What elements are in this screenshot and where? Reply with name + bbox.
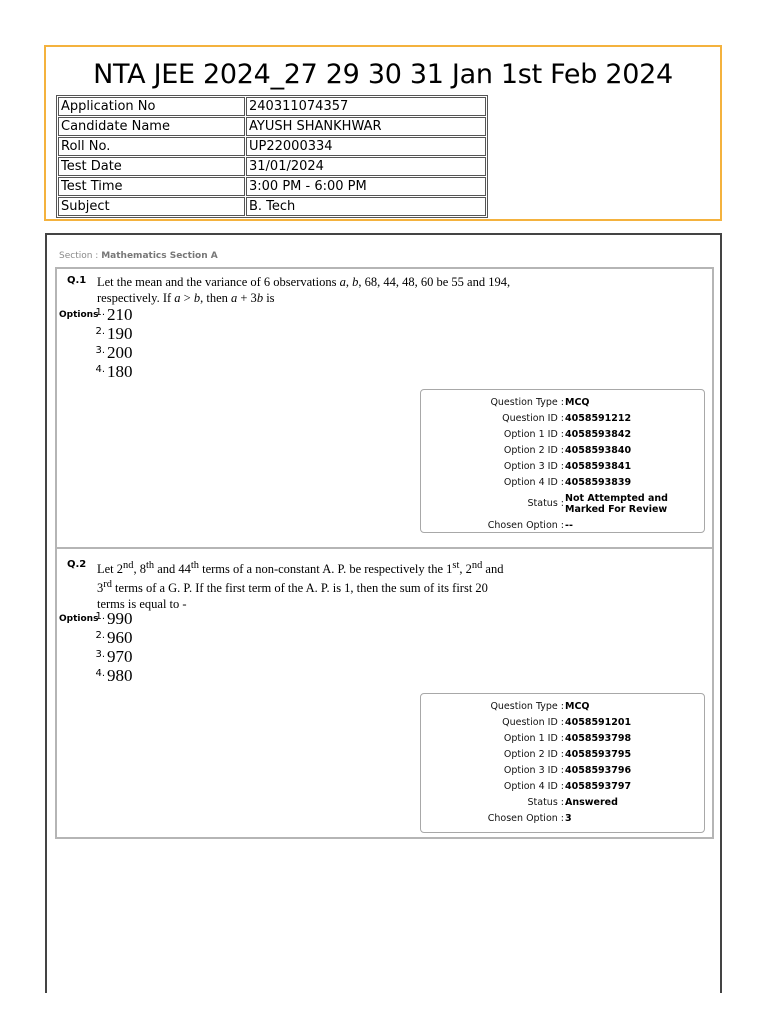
candidate-name-value: AYUSH SHANKHWAR <box>246 117 486 136</box>
info-label: Option 4 ID : <box>503 781 564 792</box>
test-time-label: Test Time <box>58 177 245 196</box>
option-number: 4. <box>95 364 105 375</box>
info-label: Option 3 ID : <box>503 765 564 776</box>
info-value: 4058591212 <box>565 413 632 424</box>
info-label: Chosen Option : <box>487 813 564 824</box>
test-time-value: 3:00 PM - 6:00 PM <box>246 177 486 196</box>
ordinal-suffix: rd <box>103 579 112 591</box>
question-var: b <box>352 275 359 289</box>
options-label: Options <box>59 614 99 624</box>
ordinal-suffix: nd <box>123 560 134 571</box>
info-label: Option 3 ID : <box>503 461 564 472</box>
question-text-part: and <box>482 562 504 577</box>
table-row <box>58 137 486 156</box>
info-label: Chosen Option : <box>487 520 564 531</box>
info-label: Option 2 ID : <box>503 445 564 456</box>
subject-label: Subject <box>58 197 245 216</box>
option-text: 210 <box>107 305 133 324</box>
info-value: 4058593841 <box>565 461 632 472</box>
info-value: 4058593839 <box>565 477 632 488</box>
section-name: Mathematics Section A <box>101 251 218 261</box>
section-label <box>59 251 218 261</box>
option-number: 1. <box>95 611 105 622</box>
question-text-part: Let the mean and the variance of 6 observations <box>97 275 340 289</box>
option-number: 3. <box>95 649 105 660</box>
roll-no-label: Roll No. <box>58 137 245 156</box>
question-text-part: respectively. If <box>97 291 175 305</box>
info-label: Question ID : <box>502 413 564 424</box>
info-value: 4058593797 <box>565 781 632 792</box>
exam-header <box>44 45 722 221</box>
question-text-part: and 44 <box>154 562 191 577</box>
info-label: Status : <box>527 498 564 509</box>
option-number: 3. <box>95 345 105 356</box>
question-var: a <box>231 291 238 305</box>
roll-no-value: UP22000334 <box>246 137 486 156</box>
question-var: a <box>339 275 346 289</box>
table-row <box>58 97 486 116</box>
question-text-part: , <box>345 275 353 289</box>
question-number: Q.1 <box>67 275 87 286</box>
info-value: MCQ <box>565 701 590 712</box>
test-date-label: Test Date <box>58 157 245 176</box>
option-text: 180 <box>107 362 133 381</box>
table-row <box>58 177 486 196</box>
option-number: 4. <box>95 668 105 679</box>
option-text: 200 <box>107 343 133 362</box>
info-label: Option 4 ID : <box>503 477 564 488</box>
question-text-part: > <box>180 291 194 305</box>
info-value: 4058593796 <box>565 765 632 776</box>
info-value: MCQ <box>565 397 590 408</box>
option-text: 990 <box>107 609 133 628</box>
section-prefix: Section : <box>59 251 99 261</box>
info-value: Answered <box>565 797 618 808</box>
subject-value: B. Tech <box>246 197 486 216</box>
question-text <box>97 274 537 306</box>
ordinal-suffix: th <box>145 560 155 571</box>
info-value: 4058591201 <box>565 717 632 728</box>
candidate-info-table <box>56 95 488 218</box>
option-number: 2. <box>95 630 105 641</box>
question-text-part: + 3 <box>237 291 257 305</box>
test-date-value: 31/01/2024 <box>246 157 486 176</box>
question-info-box <box>420 693 705 833</box>
option-number: 1. <box>95 307 105 318</box>
option-text: 960 <box>107 628 133 647</box>
question-panel-1 <box>55 267 714 549</box>
exam-title: NTA JEE 2024_27 29 30 31 Jan 1st Feb 2024 <box>93 59 673 90</box>
info-value: -- <box>565 520 573 531</box>
question-panel-2 <box>55 547 714 839</box>
question-text-part: terms is equal to - <box>97 597 187 612</box>
option-text: 980 <box>107 666 133 685</box>
info-value: Not Attempted and Marked For Review <box>565 493 668 515</box>
option-text: 970 <box>107 647 133 666</box>
question-text-part: terms of a G. P. If the first term of the A. P. is 1, then the sum of its first 20 <box>111 581 488 596</box>
application-no-value: 240311074357 <box>246 97 486 116</box>
response-sheet <box>45 233 722 993</box>
question-text-part: is <box>263 291 275 305</box>
info-value: 4058593798 <box>565 733 632 744</box>
option-number: 2. <box>95 326 105 337</box>
info-label: Question ID : <box>502 717 564 728</box>
info-label: Option 1 ID : <box>503 733 564 744</box>
ordinal-suffix: nd <box>471 560 483 571</box>
question-text <box>97 558 537 612</box>
question-text-part: Let 2 <box>97 562 124 577</box>
question-text-part: , 2 <box>459 562 472 577</box>
info-value: 4058593840 <box>565 445 632 456</box>
application-no-label: Application No <box>58 97 245 116</box>
question-var: b <box>256 291 264 305</box>
options-label: Options <box>59 310 99 320</box>
question-text-part: , 8 <box>133 562 146 577</box>
info-label: Option 1 ID : <box>503 429 564 440</box>
info-label: Status : <box>527 797 564 808</box>
table-row <box>58 117 486 136</box>
question-var: b <box>193 291 201 305</box>
question-text-part: , 68, 44, 48, 60 be 55 and 194, <box>358 275 511 289</box>
table-row <box>58 197 486 216</box>
question-var: a <box>174 291 181 305</box>
info-value: 4058593795 <box>565 749 632 760</box>
info-value: 4058593842 <box>565 429 632 440</box>
info-value: 3 <box>565 813 572 824</box>
info-label: Question Type : <box>490 397 564 408</box>
info-label: Question Type : <box>490 701 564 712</box>
question-info-box <box>420 389 705 533</box>
ordinal-suffix: st <box>452 560 460 571</box>
question-text-part: 3 <box>97 581 104 596</box>
table-row <box>58 157 486 176</box>
ordinal-suffix: th <box>190 560 199 571</box>
question-number: Q.2 <box>67 559 87 570</box>
option-text: 190 <box>107 324 133 343</box>
candidate-name-label: Candidate Name <box>58 117 245 136</box>
info-label: Option 2 ID : <box>503 749 564 760</box>
question-text-part: terms of a non-constant A. P. be respectively the 1 <box>198 562 453 577</box>
question-text-part: , then <box>200 291 231 305</box>
